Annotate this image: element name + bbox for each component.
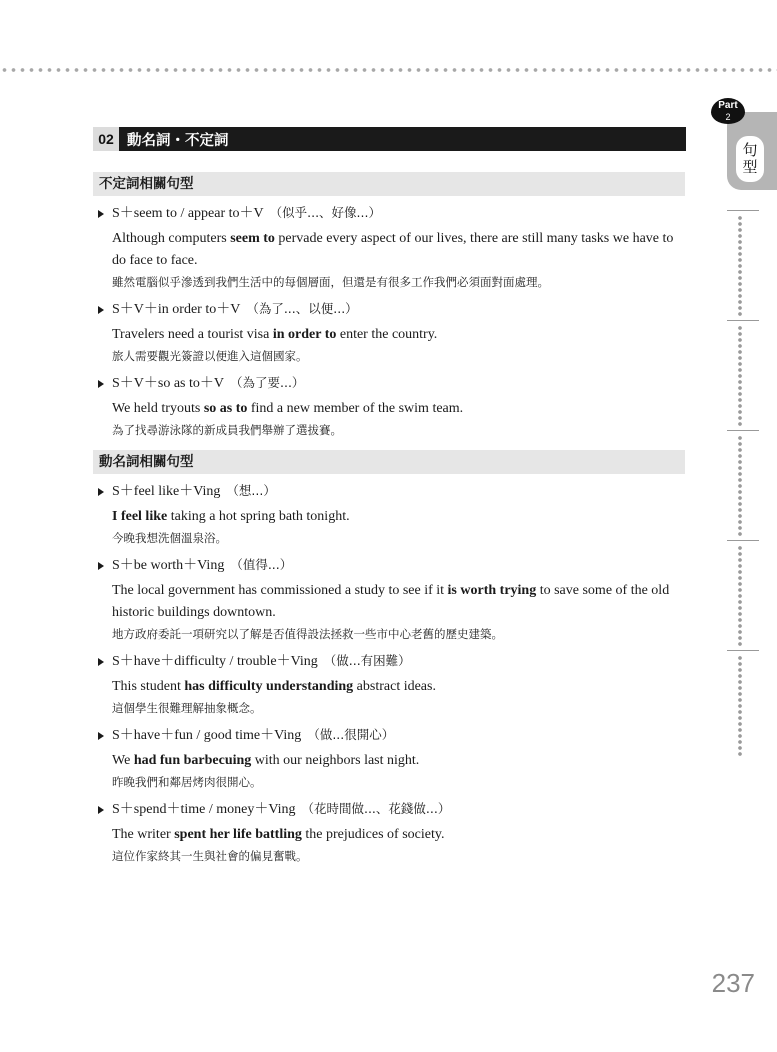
example-sentence — [112, 506, 685, 528]
example-translation: 地方政府委託一項研究以了解是否值得設法拯救一些市中心老舊的歷史建築。 — [112, 627, 503, 641]
bullet-arrow-icon — [98, 210, 104, 218]
example-text: pervade every aspect of our lives, there are still many tasks we have to do face to face. — [112, 231, 674, 268]
side-dotted-bar — [727, 430, 759, 541]
example-sentence — [112, 750, 685, 772]
side-dotted-bar — [727, 650, 759, 761]
bullet-arrow-icon — [98, 732, 104, 740]
formula-meaning: （花時間做...、花錢做...） — [301, 801, 451, 816]
pattern-formula — [112, 798, 685, 821]
example-translation: 今晚我想洗個溫泉浴。 — [112, 531, 227, 545]
chapter-char-1: 句 — [742, 141, 758, 159]
content-area — [93, 172, 685, 871]
example-text: to save some of the old historic buildings downtown. — [112, 583, 670, 620]
pattern-formula — [112, 650, 685, 673]
pattern-item — [93, 480, 685, 548]
part-badge — [711, 98, 745, 124]
formula-text: S＋be worth＋Ving — [112, 558, 225, 573]
example-text: We — [112, 753, 134, 768]
example-text: taking a hot spring bath tonight. — [167, 509, 350, 524]
example-highlight: had fun barbecuing — [133, 753, 252, 768]
pattern-item — [93, 798, 685, 866]
bullet-arrow-icon — [98, 306, 104, 314]
chapter-tab-label — [736, 136, 764, 182]
example-text: find a new member of the swim team. — [247, 401, 464, 416]
side-dotted-bar — [727, 210, 759, 321]
formula-meaning: （為了要...） — [230, 375, 305, 390]
section-title: 動名詞・不定詞 — [127, 132, 229, 149]
pattern-item — [93, 724, 685, 792]
bullet-arrow-icon — [98, 806, 104, 814]
example-sentence — [112, 398, 685, 420]
pattern-item — [93, 202, 685, 292]
example-text: This student — [112, 679, 185, 694]
formula-meaning: （做...很開心） — [307, 727, 395, 742]
bullet-arrow-icon — [98, 380, 104, 388]
formula-text: S＋seem to / appear to＋V — [112, 206, 264, 221]
part-number: 2 — [725, 112, 731, 122]
example-translation: 雖然電腦似乎滲透到我們生活中的每個層面，但還是有很多工作我們必須面對面處理。 — [112, 275, 549, 289]
example-sentence — [112, 676, 685, 698]
side-dotted-bar — [727, 540, 759, 651]
pattern-item — [93, 298, 685, 366]
pattern-formula — [112, 372, 685, 395]
formula-text: S＋V＋in order to＋V — [112, 302, 241, 317]
pattern-formula — [112, 724, 685, 747]
pattern-item — [93, 554, 685, 644]
bullet-arrow-icon — [98, 658, 104, 666]
pattern-item — [93, 650, 685, 718]
example-sentence — [112, 824, 685, 846]
formula-meaning: （做...有困難） — [323, 653, 411, 668]
example-text: abstract ideas. — [353, 679, 436, 694]
subsection-heading: 不定詞相關句型 — [93, 172, 685, 196]
example-highlight: seem to — [230, 231, 275, 246]
formula-text: S＋spend＋time / money＋Ving — [112, 802, 296, 817]
formula-meaning: （想...） — [226, 483, 276, 498]
example-translation: 昨晚我們和鄰居烤肉很開心。 — [112, 775, 262, 789]
part-side-tab — [727, 112, 777, 190]
subsection-heading: 動名詞相關句型 — [93, 450, 685, 474]
pattern-formula — [112, 554, 685, 577]
example-text: enter the country. — [336, 327, 438, 342]
formula-text: S＋have＋difficulty / trouble＋Ving — [112, 654, 318, 669]
example-sentence — [112, 228, 685, 272]
example-translation: 為了找尋游泳隊的新成員我們舉辦了選拔賽。 — [112, 423, 342, 437]
example-highlight: so as to — [203, 401, 248, 416]
formula-text: S＋have＋fun / good time＋Ving — [112, 728, 302, 743]
example-highlight: I feel like — [112, 509, 168, 524]
formula-text: S＋V＋so as to＋V — [112, 376, 225, 391]
side-dotted-bar — [727, 320, 759, 431]
top-dotted-rule — [0, 67, 777, 73]
formula-meaning: （為了...、以便...） — [246, 301, 358, 316]
example-text: the prejudices of society. — [301, 827, 445, 842]
example-text: Travelers need a tourist visa — [112, 327, 273, 342]
page-number: 237 — [711, 968, 755, 998]
formula-text: S＋feel like＋Ving — [112, 484, 221, 499]
example-text: The writer — [112, 827, 175, 842]
example-highlight: has difficulty understanding — [184, 679, 354, 694]
example-text: The local government has commissioned a study to see if it — [112, 583, 448, 598]
example-text: We held tryouts — [112, 401, 204, 416]
chapter-char-2: 型 — [742, 158, 758, 176]
formula-meaning: （值得...） — [230, 557, 293, 572]
example-highlight: spent her life battling — [174, 827, 302, 842]
example-translation: 這位作家終其一生與社會的偏見奮戰。 — [112, 849, 308, 863]
bullet-arrow-icon — [98, 488, 104, 496]
pattern-formula — [112, 202, 685, 225]
bullet-arrow-icon — [98, 562, 104, 570]
example-sentence — [112, 324, 685, 346]
section-header — [93, 127, 686, 151]
example-text: with our neighbors last night. — [251, 753, 420, 768]
pattern-item — [93, 372, 685, 440]
example-highlight: is worth trying — [447, 583, 537, 598]
section-number: 02 — [93, 127, 119, 151]
pattern-formula — [112, 298, 685, 321]
example-translation: 這個學生很難理解抽象概念。 — [112, 701, 262, 715]
part-label: Part — [718, 100, 738, 111]
example-text: Although computers — [112, 231, 231, 246]
example-highlight: in order to — [272, 327, 337, 342]
pattern-formula — [112, 480, 685, 503]
example-translation: 旅人需要觀光簽證以便進入這個國家。 — [112, 349, 308, 363]
formula-meaning: （似乎...、好像...） — [269, 205, 381, 220]
example-sentence — [112, 580, 685, 624]
